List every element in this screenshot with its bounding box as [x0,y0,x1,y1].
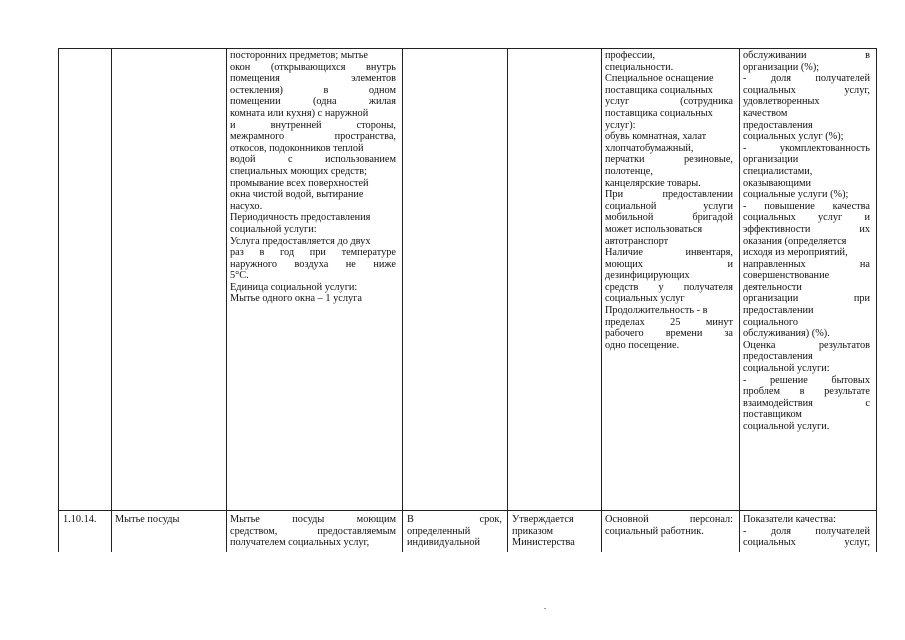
text-line: специальных моющих средств; [230,165,368,177]
text-line: канцелярские товары. [605,177,701,189]
text-line: Периодичность предоставления [230,212,371,224]
table-left-border [58,48,59,552]
description-cell-continued [230,50,396,305]
text-line: предоставления [743,351,813,363]
column-divider [507,48,508,552]
text-line: Единица социальной услуги: [230,281,358,293]
text-line: откосов, подоконников теплой [230,142,364,154]
text-line: удовлетворенных [743,96,820,108]
text-line: полотенце, [605,165,653,177]
text-line: направленных на [743,258,870,270]
text-line: - повышение качества [743,200,870,212]
row-divider [58,510,877,511]
text-line: профессии, [605,50,656,61]
text-line: насухо. [230,200,263,212]
column-divider [402,48,403,552]
text-line: услуг): [605,119,636,131]
text-line: социальной услуги: [743,363,830,375]
text-line: социальных услуг, [743,537,870,549]
text-line: социальные услуги (%); [743,189,849,201]
text-line: взаимодействия с [743,397,870,409]
text-line: помещении (одна жилая [230,96,396,108]
text-line: дезинфицирующих [605,270,690,282]
description-cell [230,514,396,549]
text-line: наружного воздуха не ниже [230,258,396,270]
text-line: специалистами, [743,165,813,177]
text-line: перчатки резиновые, [605,154,733,166]
text-line: Показатели качества: [743,514,836,525]
text-line: Оценка результатов [743,339,870,351]
text-line: социального [743,316,799,328]
column-divider [111,48,112,552]
text-line: моющих и [605,258,733,270]
text-line: эффективности их [743,223,870,235]
text-line: - доля получателей [743,525,870,537]
text-line: деятельности [743,281,802,293]
text-line: социальной услуги [605,200,733,212]
text-line: предоставлении [743,305,814,317]
text-line: социальных услуг, [743,84,870,96]
text-line: обувь комнатная, халат [605,131,707,143]
column-divider [601,48,602,552]
tariff-cell [512,514,597,549]
text-line: определенный [407,525,471,537]
text-line: может использоваться [605,223,703,235]
conditions-cell-continued [605,50,733,351]
text-line: Основной персонал: [605,514,733,525]
text-line: обслуживании в [743,50,870,61]
text-line: получателем социальных услуг, [230,537,370,549]
text-line: межрамного пространства, [230,131,396,143]
text-line: одно посещение. [605,339,680,351]
service-name-cell [115,514,223,526]
text-line: специальности. [605,61,674,73]
text-line: социальных услуг (%); [743,131,844,143]
term-cell [407,514,502,549]
text-line: Услуга предоставляется до двух [230,235,371,247]
text-line: социальной услуги. [743,421,830,432]
column-divider [739,48,740,552]
text-line: организации [743,154,799,166]
text-line: организации при [743,293,870,305]
text-line: раз в год при температуре [230,247,396,259]
row-number: 1.10.14. [63,514,97,525]
text-line: пределах 25 минут [605,316,733,328]
text-line: исходя из мероприятий, [743,247,848,259]
text-line: и внутренней стороны, [230,119,396,131]
text-line: Утверждается [512,514,574,525]
text-line: индивидуальной [407,537,481,549]
text-line: окна чистой водой, вытирание [230,189,364,201]
text-line: - укомплектованность [743,142,870,154]
text-line: автотранспорт [605,235,669,247]
text-line: комната или кухня) с наружной [230,107,369,119]
text-line: В срок, [407,514,502,525]
text-line: социальных услуг [605,293,685,305]
text-line: социальных услуг и [743,212,870,224]
text-line: остекления) в одном [230,84,396,96]
text-line: предоставления [743,119,813,131]
text-line: - доля получателей [743,73,870,85]
text-line: Продолжительность - в [605,305,708,317]
text-line: качеством [743,107,788,119]
text-line: Мытье посуды моющим [230,514,396,525]
text-line: рабочего времени за [605,328,733,340]
text-line: хлопчатобумажный, [605,142,694,154]
text-line: оказания (определяется [743,235,847,247]
text-line: промывание всех поверхностей [230,177,369,189]
table-top-border [58,48,877,49]
text-line: Министерства [512,537,575,549]
text-line: мобильной бригадой [605,212,733,224]
text-line: Мытье одного окна – 1 услуга [230,293,362,305]
text-line: Наличие инвентаря, [605,247,733,259]
text-line: Специальное оснащение [605,73,714,85]
text-line: водой с использованием [230,154,396,166]
conditions-cell [605,514,733,537]
service-name: Мытье посуды [115,514,180,525]
text-line: средством, предоставляемым [230,525,396,537]
text-line: 5°С. [230,270,249,282]
row-number-cell [63,514,109,526]
text-line: оказывающими [743,177,812,189]
text-line: обслуживания) (%). [743,328,830,340]
text-line: - решение бытовых [743,374,870,386]
text-line: организации (%); [743,61,820,73]
column-divider [226,48,227,552]
text-line: социальной услуги: [230,223,317,235]
scan-speck [544,608,546,609]
text-line: приказом [512,525,554,537]
text-line: проблем в результате [743,386,870,398]
text-line: средств у получателя [605,281,733,293]
text-line: поставщика социальных [605,84,713,96]
text-line: поставщиком [743,409,802,421]
text-line: посторонних предметов; мытье [230,50,368,61]
text-line: помещения элементов [230,73,396,85]
quality-cell [743,514,870,549]
text-line: совершенствование [743,270,830,282]
text-line: При предоставлении [605,189,733,201]
text-line: поставщика социальных [605,107,713,119]
quality-cell-continued [743,50,870,433]
text-line: социальный работник. [605,525,704,537]
table-right-border [876,48,877,552]
text-line: окон (открывающихся внутрь [230,61,396,73]
text-line: услуг (сотрудника [605,96,733,108]
